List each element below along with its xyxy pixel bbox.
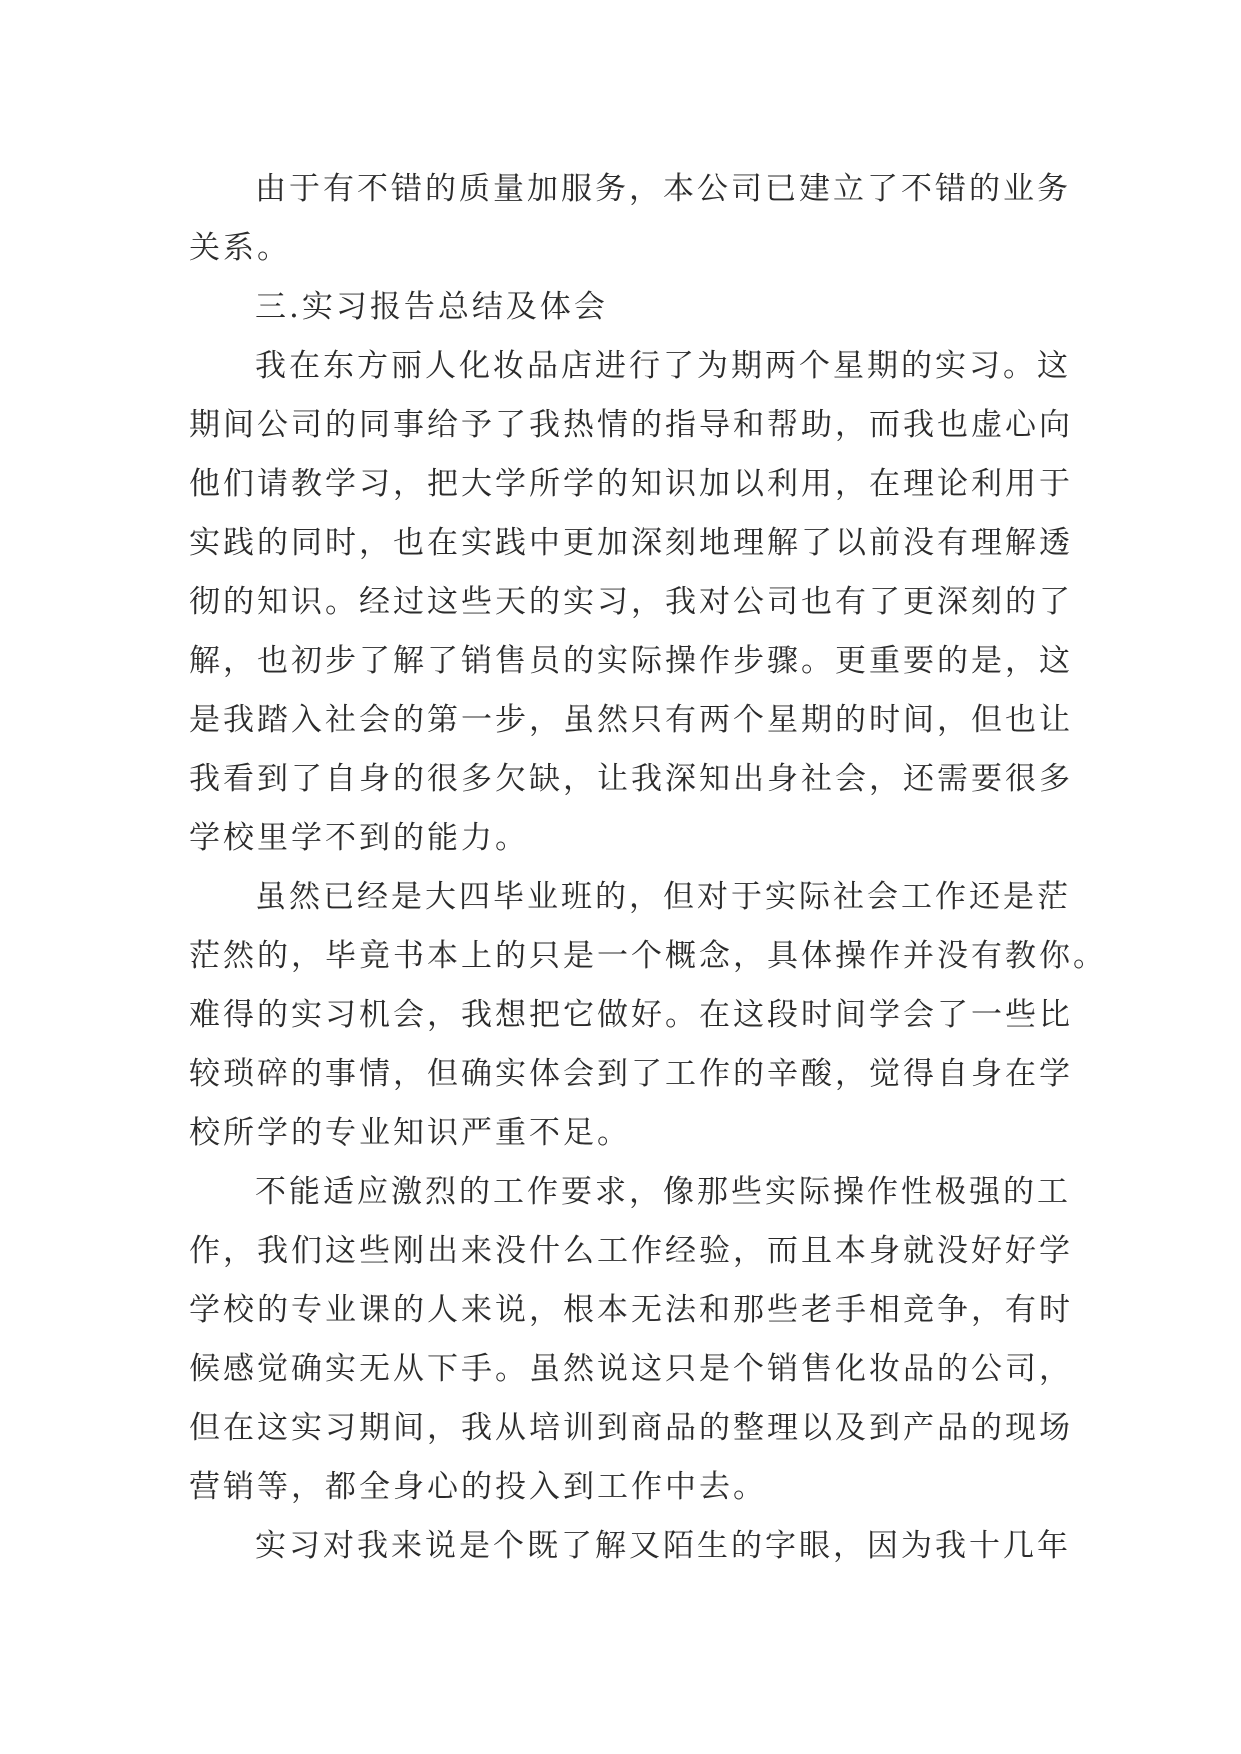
paragraph-line: 实习对我来说是个既了解又陌生的字眼，因为我十几年 bbox=[255, 1528, 1071, 1564]
paragraph-line: 我看到了自身的很多欠缺，让我深知出身社会，还需要很多 bbox=[189, 761, 1073, 797]
paragraph-line: 但在这实习期间，我从培训到商品的整理以及到产品的现场 bbox=[189, 1410, 1073, 1446]
document-body bbox=[189, 160, 1107, 1576]
paragraph-line: 营销等，都全身心的投入到工作中去。 bbox=[189, 1469, 767, 1505]
paragraph-line: 是我踏入社会的第一步，虽然只有两个星期的时间，但也让 bbox=[189, 702, 1073, 738]
paragraph-line: 由于有不错的质量加服务，本公司已建立了不错的业务 bbox=[255, 171, 1071, 207]
paragraph-line: 解，也初步了解了销售员的实际操作步骤。更重要的是，这 bbox=[189, 643, 1073, 679]
paragraph-line: 他们请教学习，把大学所学的知识加以利用，在理论利用于 bbox=[189, 466, 1073, 502]
paragraph-line: 期间公司的同事给予了我热情的指导和帮助，而我也虚心向 bbox=[189, 407, 1073, 443]
paragraph-line: 虽然已经是大四毕业班的，但对于实际社会工作还是茫 bbox=[255, 879, 1071, 915]
paragraph-line: 关系。 bbox=[189, 230, 291, 266]
paragraph-line: 学校里学不到的能力。 bbox=[189, 820, 529, 856]
paragraph-line: 难得的实习机会，我想把它做好。在这段时间学会了一些比 bbox=[189, 997, 1073, 1033]
paragraph-line: 实践的同时，也在实践中更加深刻地理解了以前没有理解透 bbox=[189, 525, 1073, 561]
paragraph-line: 我在东方丽人化妆品店进行了为期两个星期的实习。这 bbox=[255, 348, 1071, 384]
paragraph-line: 作，我们这些刚出来没什么工作经验，而且本身就没好好学 bbox=[189, 1233, 1073, 1269]
paragraph-line: 校所学的专业知识严重不足。 bbox=[189, 1115, 631, 1151]
paragraph-line: 彻的知识。经过这些天的实习，我对公司也有了更深刻的了 bbox=[189, 584, 1073, 620]
paragraph-line: 茫然的，毕竟书本上的只是一个概念，具体操作并没有教你。 bbox=[189, 938, 1107, 974]
paragraph-line: 候感觉确实无从下手。虽然说这只是个销售化妆品的公司， bbox=[189, 1351, 1073, 1387]
paragraph-line: 不能适应激烈的工作要求，像那些实际操作性极强的工 bbox=[255, 1174, 1071, 1210]
section-heading: 三.实习报告总结及体会 bbox=[255, 289, 608, 325]
paragraph-line: 学校的专业课的人来说，根本无法和那些老手相竞争，有时 bbox=[189, 1292, 1073, 1328]
paragraph-line: 较琐碎的事情，但确实体会到了工作的辛酸，觉得自身在学 bbox=[189, 1056, 1073, 1092]
